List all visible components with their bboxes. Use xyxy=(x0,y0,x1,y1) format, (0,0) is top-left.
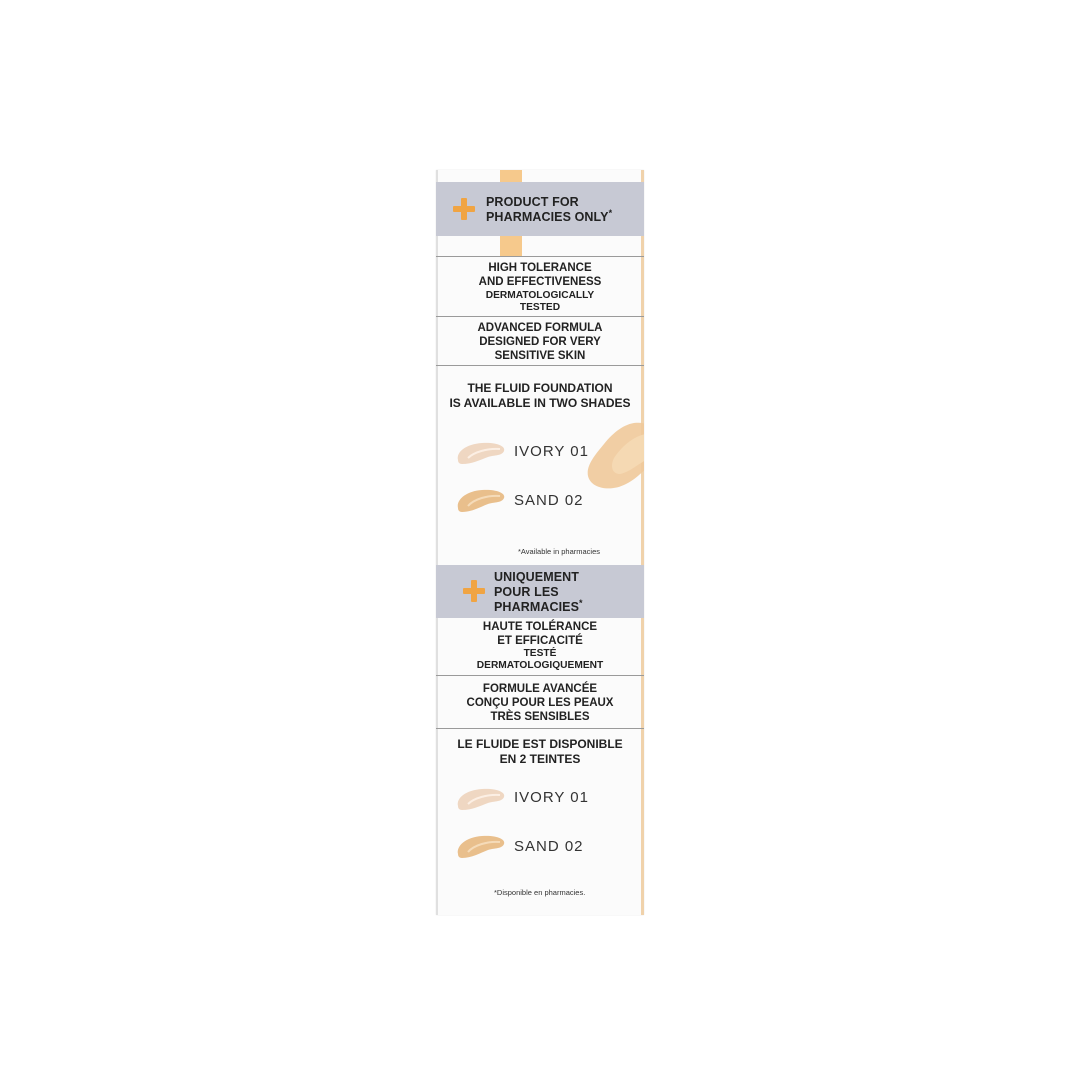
french-banner-line2: POUR LES xyxy=(494,585,559,599)
english-formula-line1: ADVANCED FORMULA xyxy=(477,322,603,334)
english-shade2-label: SAND 02 xyxy=(514,492,584,509)
orange-strip-mid xyxy=(500,236,522,256)
english-shades-cell xyxy=(436,365,644,566)
product-box-side xyxy=(436,170,644,915)
french-banner-mark: * xyxy=(579,597,583,608)
ivory-swatch xyxy=(454,784,510,814)
ivory-swatch xyxy=(454,438,510,468)
english-tested-line1: DERMATOLOGICALLY xyxy=(485,290,595,301)
english-tolerance-text xyxy=(436,261,644,289)
french-banner-line3: PHARMACIES xyxy=(494,600,580,614)
english-banner-mark: * xyxy=(608,207,613,218)
english-formula-line3: SENSITIVE SKIN xyxy=(494,350,586,362)
english-formula-line2: DESIGNED FOR VERY xyxy=(479,336,601,348)
english-shades-line2: IS AVAILABLE IN TWO SHADES xyxy=(449,396,631,410)
french-formula-cell xyxy=(436,675,644,728)
french-shades-line2: EN 2 TEINTES xyxy=(499,752,581,766)
french-tolerance-text xyxy=(436,620,644,648)
french-formula-line1: FORMULE AVANCÉE xyxy=(482,683,598,695)
pharmacy-cross-icon xyxy=(462,579,486,603)
french-tested-line2: DERMATOLOGIQUEMENT xyxy=(476,660,604,671)
french-shades-text xyxy=(436,737,644,767)
french-footnote: *Disponible en pharmacies. xyxy=(494,888,586,897)
french-tested-text xyxy=(436,648,644,672)
english-shades-line1: THE FLUID FOUNDATION xyxy=(467,381,613,395)
french-banner-line1: UNIQUEMENT xyxy=(494,570,580,584)
english-banner-text xyxy=(486,195,612,225)
french-shade2-label: SAND 02 xyxy=(514,838,584,855)
orange-strip-top xyxy=(500,170,522,182)
french-tolerance-line2: ET EFFICACITÉ xyxy=(497,635,583,647)
sand-swatch xyxy=(454,484,510,516)
french-tested-line1: TESTÉ xyxy=(523,648,557,659)
english-banner xyxy=(436,182,644,236)
english-banner-line2: PHARMACIES ONLY xyxy=(486,210,609,224)
french-formula-line2: CONÇU POUR LES PEAUX xyxy=(466,697,614,709)
english-footnote: *Available in pharmacies xyxy=(518,547,600,556)
french-banner-text xyxy=(494,570,583,615)
english-tolerance-line1: HIGH TOLERANCE xyxy=(488,262,592,274)
english-tested-line2: TESTED xyxy=(519,302,561,313)
english-tolerance-line2: AND EFFECTIVENESS xyxy=(478,276,602,288)
french-formula-text xyxy=(436,682,644,724)
english-formula-cell xyxy=(436,316,644,365)
english-tolerance-cell xyxy=(436,256,644,317)
french-shades-cell xyxy=(436,728,644,915)
english-formula-text xyxy=(436,321,644,363)
french-tolerance-cell xyxy=(436,618,644,674)
french-banner xyxy=(436,565,644,618)
english-banner-line1: PRODUCT FOR xyxy=(486,195,579,209)
english-tested-text xyxy=(436,290,644,314)
french-shades-line1: LE FLUIDE EST DISPONIBLE xyxy=(457,737,623,751)
french-formula-line3: TRÈS SENSIBLES xyxy=(490,711,590,723)
french-tolerance-line1: HAUTE TOLÉRANCE xyxy=(482,621,598,633)
french-banner-line3-wrap xyxy=(494,597,583,615)
english-shades-text xyxy=(436,381,644,411)
english-banner-line2-wrap xyxy=(486,207,613,225)
english-shade1-label: IVORY 01 xyxy=(514,443,589,460)
pharmacy-cross-icon xyxy=(452,197,476,221)
sand-swatch xyxy=(454,830,510,862)
french-shade1-label: IVORY 01 xyxy=(514,789,589,806)
